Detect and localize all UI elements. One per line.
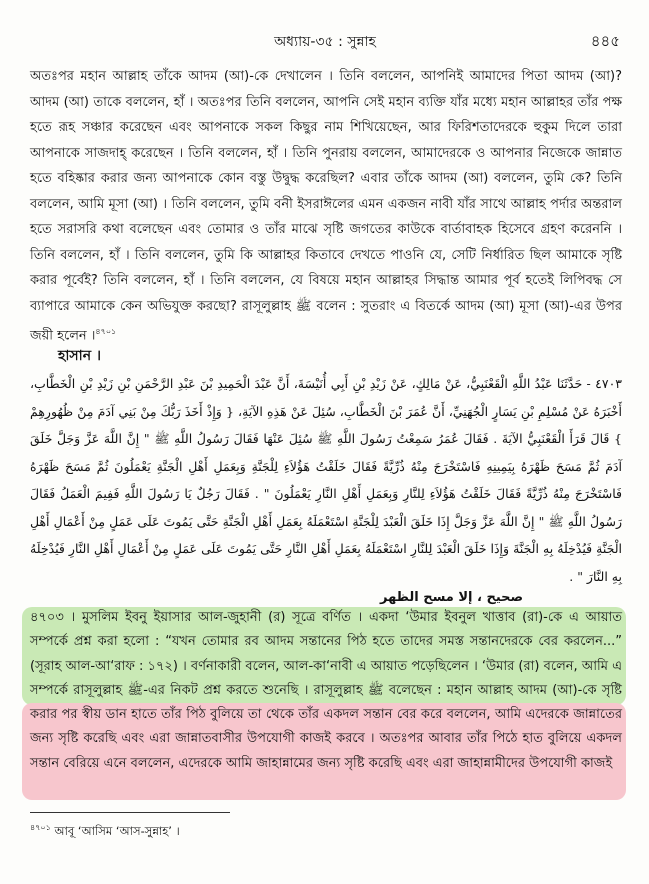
footnote-divider [30,812,230,813]
paragraph-hadith-4703-translation: ৪৭০৩ । মুসলিম ইবনু ইয়াসার আল-জুহানী (র) সূত্রে বর্ণিত । একদা ‘উমার ইবনুল খাত্তাব (রা)-কে এ আয়াত সম্পর্কে প্রশ্ন করা হলো : “যখন তোমার রব আদম সন্তানের পিঠ হতে তাদের সমস্ত সন্তানদেরকে বের করলেন...” (সূরাহ আল-আ‘রাফ : ১৭২) । বর্ণনাকারী বলেন, আল-কা‘নাবী এ আয়াত পড়েছিলেন । ‘উমার (রা) বলেন, আমি এ সম্পর্কে রাসূলুল্লাহ ﷺ-এর নিকট প্রশ্ন করতে শুনেছি । রাসূলুল্লাহ ﷺ বলেছেন : মহান আল্লাহ আদম (আ)-কে সৃষ্টি করার পর স্বীয় ডান হাতে তাঁর পিঠ বুলিয়ে তা থেকে তাঁর একদল সন্তান বের করে বললেন, আমি এদেরকে জান্নাতের জন্য সৃষ্টি করেছি এবং এরা জান্নাতবাসীর উপযোগী কাজই করবে । অতঃপর আবার তাঁর পিঠে হাত বুলিয়ে একদল সন্তান বেরিয়ে এনে বললেন, এদেরকে আমি জাহান্নামের জন্য সৃষ্টি করেছি এবং এরা জাহান্নামীদের উপযোগী কাজই [30,610,622,771]
arabic-grade-label: صحيح ، إلا مسح الظهر [380,590,524,605]
footnote-number: ৪৭০১ [30,823,51,832]
paragraph-hadith-4702-translation [30,64,622,349]
chapter-title: অধ্যায়-৩৫ : সুন্নাহ [274,34,376,50]
hadith-grade: হাসান । [58,348,101,364]
paragraph-text: অতঃপর মহান আল্লাহ তাঁকে আদম (আ)-কে দেখালেন । তিনি বললেন, আপনিই আমাদের পিতা আদম (আ)? আদম (আ) তাকে বললেন, হাঁ । অতঃপর তিনি বললেন, আপনি সেই মহান ব্যক্তি যাঁর মধ্যে মহান আল্লাহর তাঁর পক্ষ হতে রূহ সঞ্চার করেছেন এবং আপনাকে সকল কিছুর নাম শিখিয়েছেন, আর ফিরিশতাদেরকে হুকুম দিলে তারা আপনাকে সাজদাহ্ করেছেন । তিনি বললেন, হাঁ । তিনি পুনরায় বললেন, আমাদেরকে ও আপনার নিজেকে জান্নাত হতে বহিষ্কার করার জন্য আপনাকে কোন বস্তু উদ্বুদ্ধ করেছিল? এবার তাঁকে আদম (আ) বললেন, তুমি কে? তিনি বললেন, আমি মূসা (আ) । তিনি বললেন, তুমি বনী ইসরাঈলের এমন একজন নাবী যাঁর সাথে আল্লাহ পর্দার অন্তরাল হতে সরাসরি কথা বলেছেন এবং তোমার ও তাঁর মাঝে সৃষ্টি জগতের কাউকে বার্তাবাহক হিসেবে গ্রহণ করেননি । তিনি বললেন, হাঁ । তিনি বললেন, তুমি কি আল্লাহর কিতাবে দেখতে পাওনি যে, সেটি নির্ধারিত ছিল আমাকে সৃষ্টি করার পূর্বেই? তিনি বললেন, হাঁ । তিনি বললেন, যে বিষয়ে মহান আল্লাহর সিদ্ধান্ত আমার পূর্ব হতেই লিপিবদ্ধ সে ব্যাপারে আমাকে কেন অভিযুক্ত করছো? রাসূলুল্লাহ ﷺ বলেন : সুতরাং এ বিতর্কে আদম (আ) মূসা (আ)-এর উপর জয়ী হলেন । [30,69,622,344]
arabic-hadith-text: ٤٧٠٣ - حَدَّثَنَا عَبْدُ اللَّهِ الْقَعْنَبِيُّ، عَنْ مَالِكٍ، عَنْ زَيْدِ بْنِ أَبِي أُنَيْسَةَ، أَنَّ عَبْدَ الْحَمِيدِ بْنَ عَبْدِ الرَّحْمَنِ بْنِ زَيْدِ بْنِ الْخَطَّابِ، أَخْبَرَهُ عَنْ مُسْلِمِ بْنِ يَسَارٍ الْجُهَنِيِّ، أَنَّ عُمَرَ بْنَ الْخَطَّابِ، سُئِلَ عَنْ هَذِهِ الآيَةِ، { وَإِذْ أَخَذَ رَبُّكَ مِنْ بَنِي آدَمَ مِنْ ظُهُورِهِمْ } قَالَ قَرَأَ الْقَعْنَبِيُّ الآيَةَ . فَقَالَ عُمَرُ سَمِعْتُ رَسُولَ اللَّهِ ﷺ سُئِلَ عَنْهَا فَقَالَ رَسُولُ اللَّهِ ﷺ " إِنَّ اللَّهَ عَزَّ وَجَلَّ خَلَقَ آدَمَ ثُمَّ مَسَحَ ظَهْرَهُ بِيَمِينِهِ فَاسْتَخْرَجَ مِنْهُ ذُرِّيَّةً فَقَالَ خَلَقْتُ هَؤُلاَءِ لِلْجَنَّةِ وَبِعَمَلِ أَهْلِ الْجَنَّةِ يَعْمَلُونَ ثُمَّ مَسَحَ ظَهْرَهُ فَاسْتَخْرَجَ مِنْهُ ذُرِّيَّةً فَقَالَ خَلَقْتُ هَؤُلاَءِ لِلنَّارِ وَبِعَمَلِ أَهْلِ النَّارِ يَعْمَلُونَ " . فَقَالَ رَجُلٌ يَا رَسُولَ اللَّهِ فَفِيمَ الْعَمَلُ فَقَالَ رَسُولُ اللَّهِ ﷺ " إِنَّ اللَّهَ عَزَّ وَجَلَّ إِذَا خَلَقَ الْعَبْدَ لِلْجَنَّةِ اسْتَعْمَلَهُ بِعَمَلِ أَهْلِ الْجَنَّةِ حَتَّى يَمُوتَ عَلَى عَمَلٍ مِنْ أَعْمَالِ أَهْلِ الْجَنَّةِ فَيُدْخِلَهُ بِهِ الْجَنَّةَ وَإِذَا خَلَقَ الْعَبْدَ لِلنَّارِ اسْتَعْمَلَهُ بِعَمَلِ أَهْلِ النَّارِ حَتَّى يَمُوتَ عَلَى عَمَلٍ مِنْ أَعْمَالِ أَهْلِ النَّارِ فَيُدْخِلَهُ بِهِ النَّارَ " . [30,376,622,584]
footnote-marker: ৪৭০১ [95,327,117,336]
page-header [30,30,620,52]
footnote-text: আবূ ‘আসিম ‘আস-সুন্নাহ’ । [50,823,180,838]
page-number: ৪৪৫ [590,32,620,50]
footnote [30,822,180,842]
